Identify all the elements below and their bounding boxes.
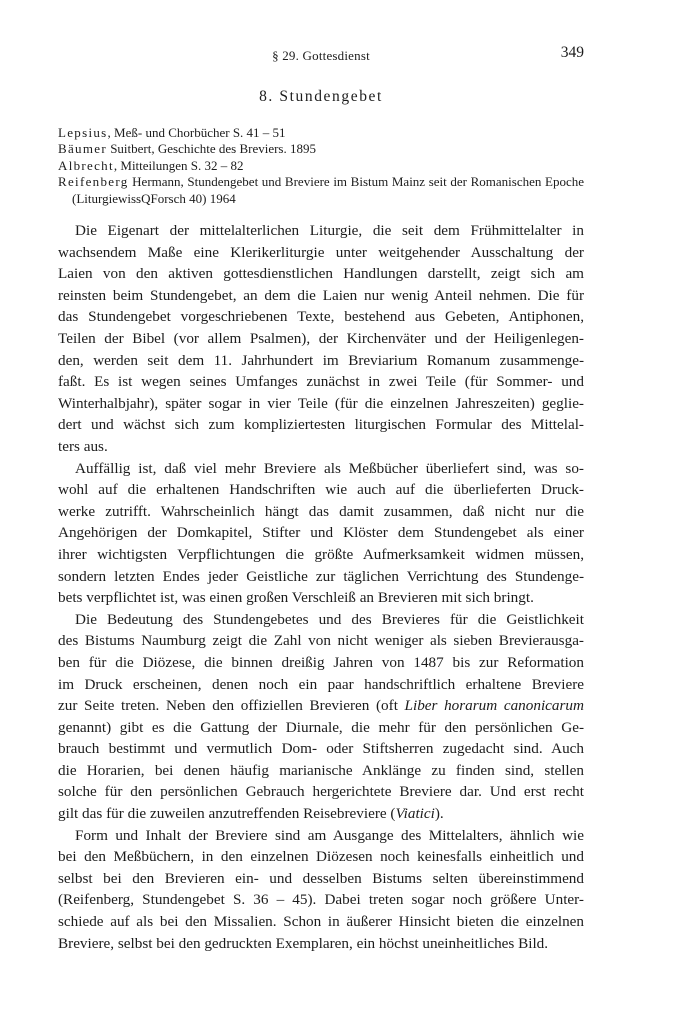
bibliography-author: Reifenberg — [58, 174, 129, 190]
text-line: sondern letzten Endes jeder Geistliche zur täglichen Verrichtung des Stundenge- — [58, 567, 584, 585]
body-text — [58, 220, 584, 954]
text-line: (Reifenberg, Stundengebet S. 36 – 45). Dabei treten sogar noch größere Unter- — [58, 891, 584, 909]
text-line: reinsten beim Stundengebet, an dem die Laien nur wenig Anteil nehmen. Die für — [58, 286, 584, 304]
bibliography-author: Bäumer — [58, 141, 107, 157]
text-line: ihrer wichtigsten Verpflichtungen die größte Aufmerksamkeit widmen müssen, — [58, 545, 584, 563]
bibliography-entry — [58, 141, 584, 157]
text-line: faßt. Es ist wegen seines Umfanges zunächst in zwei Teile (für Sommer- und — [58, 373, 584, 391]
bibliography-reference: Hermann, Stundengebet und Breviere im Bistum Mainz seit der Romanischen Epoche (LiturgiewissQForsch 40) 1964 — [72, 174, 584, 206]
text-line: Breviere, selbst bei den gedruckten Exemplaren, ein höchst uneinheitliches Bild. — [58, 934, 549, 952]
text-line: den, werden seit dem 11. Jahrhundert im Breviarium Romanum zusammenge- — [58, 351, 584, 369]
text-line: ters aus. — [58, 437, 108, 455]
text-line: brauch bestimmt und vermutlich Dom- oder Stiftsherren zugedacht sind. Auch — [58, 740, 584, 758]
bibliography — [58, 125, 584, 207]
running-head — [58, 44, 584, 66]
section-heading: 8. Stundengebet — [259, 88, 383, 105]
text-line: die Horarien, bei denen häufig marianische Anklänge zu finden sind, stellen — [58, 761, 584, 779]
bibliography-entry — [58, 158, 584, 174]
text-line: Auffällig ist, daß viel mehr Breviere als Meßbücher überliefert sind, was so- — [75, 459, 584, 477]
text-line: im Druck erscheinen, denen noch ein paar handschriftlich erhaltene Breviere — [58, 675, 584, 693]
text-line: Angehörigen der Domkapitel, Stifter und Klöster dem Stundengebet als einer — [58, 524, 584, 542]
text-line: selbst bei den Brevieren ein- und desselben Bistums selten übereinstimmend — [58, 869, 584, 887]
text-line: genannt) gibt es die Gattung der Diurnale, die mehr für den persönlichen Ge- — [58, 718, 584, 736]
bibliography-reference: , Mitteilungen S. 32 – 82 — [113, 157, 244, 173]
text-line: Form und Inhalt der Breviere sind am Ausgange des Mittelalters, ähnlich wie — [75, 826, 584, 844]
text-line: dert und wächst sich zum kompliziertesten liturgischen Formular des Mittelal- — [58, 416, 584, 434]
text-line: gilt das für die zuweilen anzutreffenden Reisebreviere (Viatici). — [58, 805, 444, 823]
text-line: Teilen der Bibel (vor allem Psalmen), der Kirchenväter und der Heiligenlegen- — [58, 330, 584, 347]
italic-term: Liber horarum canonicarum — [404, 697, 584, 715]
text-line: werke zutrifft. Wahrscheinlich hängt das damit zusammen, daß nicht nur die — [58, 502, 584, 520]
paragraph — [58, 458, 584, 609]
text-line: Die Bedeutung des Stundengebetes und des Brevieres für die Geistlichkeit — [75, 610, 584, 628]
text-line: das Stundengebet vorgeschriebenen Texte, bestehend aus Gebeten, Antiphonen, — [58, 308, 584, 326]
text-line: Die Eigenart der mittelalterlichen Liturgie, die seit dem Frühmittelalter in — [75, 222, 584, 240]
text-line: Winterhalbjahr), später sogar in vier Teile (für die einzelnen Jahreszeiten) geglie- — [58, 394, 584, 412]
running-title: § 29. Gottesdienst — [272, 48, 370, 63]
paragraph — [58, 609, 584, 825]
text-line: des Bistums Naumburg zeigt die Zahl von nicht weniger als sieben Brevierausga- — [58, 632, 584, 650]
page-number: 349 — [560, 44, 584, 61]
bibliography-reference: Suitbert, Geschichte des Breviers. 1895 — [106, 141, 316, 157]
bibliography-entry — [58, 174, 584, 207]
bibliography-entry — [58, 125, 584, 141]
text-line: wachsendem Maße eine Klerikerliturgie unter weitgehender Ausschaltung der — [58, 243, 584, 261]
text-line: bets verpflichtet ist, was einen großen Verschleiß an Brevieren mit sich bringt. — [58, 589, 534, 607]
paragraph — [58, 220, 584, 458]
text-line: Laien von den aktiven gottesdienstlichen Handlungen darstellt, zeigt sich am — [58, 265, 584, 283]
bibliography-author: Lepsius — [58, 125, 108, 140]
text-line: bei den Meßbüchern, in den einzelnen Diözesen noch keinesfalls einheitlich und — [58, 848, 584, 866]
bibliography-author: Albrecht — [58, 157, 114, 173]
italic-term: Viatici — [395, 805, 435, 823]
text-line: schiede auf als bei den Missalien. Schon in äußerer Hinsicht bieten die einzelnen — [58, 913, 584, 931]
book-page — [58, 44, 584, 954]
text-line: zur Seite treten. Neben den offiziellen Brevieren (oft Liber horarum canonicarum — [58, 697, 584, 715]
bibliography-reference: , Meß- und Chorbücher S. 41 – 51 — [107, 125, 286, 140]
text-line: ben für die Diözese, die binnen dreißig Jahren von 1487 bis zur Reformation — [58, 653, 584, 671]
text-line: wohl auf die erhaltenen Handschriften wie auch auf die überlieferten Druck- — [58, 481, 584, 499]
text-line: solche für den persönlichen Gebrauch hergerichtete Breviere dar. Und erst recht — [58, 783, 584, 801]
paragraph — [58, 825, 584, 955]
